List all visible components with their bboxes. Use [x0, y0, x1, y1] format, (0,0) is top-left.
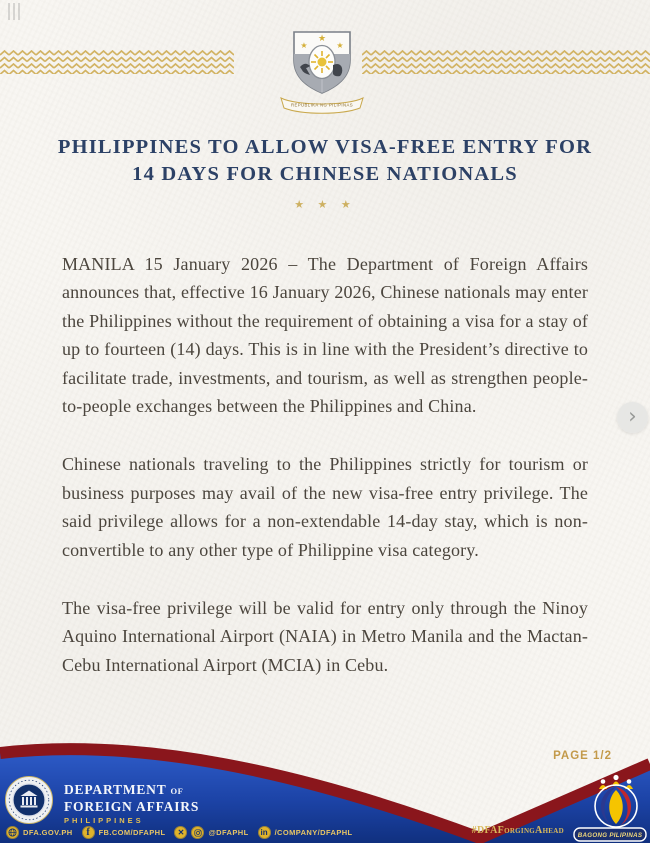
bagong-pilipinas-label: BAGONG PILIPINAS — [577, 832, 643, 839]
agency-line1-of: OF — [170, 786, 184, 796]
social-row — [6, 826, 353, 839]
press-release-body — [62, 250, 588, 709]
people-figures — [599, 775, 633, 789]
lion-silhouette — [333, 64, 342, 76]
chevron-right-icon: › — [628, 404, 637, 428]
agency-wordmark — [64, 783, 199, 825]
body-paragraph: The visa-free privilege will be valid for entry only through the Ninoy Aquino International Airport (NAIA) in Metro Manila and the Mactan-Cebu International Airport (MCIA) in Cebu. — [62, 598, 588, 675]
agency-line3: PHILIPPINES — [64, 816, 144, 825]
agency-line1: DEPARTMENT — [64, 782, 167, 797]
ribbon-text: REPUBLIKA NG PILIPINAS — [290, 102, 354, 108]
zigzag-border-right — [362, 50, 650, 74]
website-label: DFA.GOV.PH — [23, 828, 73, 837]
agency-line2: FOREIGN AFFAIRS — [64, 798, 200, 814]
linkedin-label: /COMPANY/DFAPHL — [274, 828, 353, 837]
corner-artifact — [8, 3, 20, 20]
carousel-next-button[interactable] — [617, 402, 648, 433]
body-paragraph: Chinese nationals traveling to the Philippines strictly for tourism or business purposes may avail of the new visa-free entry privilege. The said privilege allows for a non-extendable 14-day stay, which is non-convertible to any other type of Philippine visa category. — [62, 454, 588, 560]
philippine-coat-of-arms — [277, 26, 367, 126]
star-icon: ★ — [317, 34, 327, 44]
dfa-seal — [4, 775, 54, 825]
swirl-yellow — [609, 790, 623, 824]
headline-line-2: 14 DAYS FOR CHINESE NATIONALS — [132, 163, 518, 185]
star-icon: ★ — [336, 41, 344, 50]
globe-icon — [6, 826, 19, 839]
bagong-pilipinas-logo — [572, 772, 648, 842]
x-icon: ✕ — [174, 826, 187, 839]
instagram-icon — [191, 826, 204, 839]
headline — [0, 134, 650, 188]
facebook-label: FB.COM/DFAPHL — [98, 828, 166, 837]
linkedin-link — [258, 826, 353, 839]
star-icon: ★ — [300, 41, 308, 50]
footer — [0, 731, 650, 843]
page-indicator: PAGE 1/2 — [553, 750, 612, 762]
body-paragraph: MANILA 15 January 2026 – The Department of Foreign Affairs announces that, effective 16 January 2026, Chinese nationals may enter the Philippines without the requirement of obtaining a visa for a stay of up to fourteen (14) days. This is in line with the President’s directive to facilitate trade, investments, and tourism, as well as strengthen people-to-people exchanges between the Philippines and China. — [62, 254, 588, 417]
zigzag-border-left — [0, 50, 234, 74]
campaign-hashtag: #DFAForgingAhead — [471, 825, 564, 836]
website-link — [6, 826, 73, 839]
headline-line-1: PHILIPPINES TO ALLOW VISA-FREE ENTRY FOR — [57, 136, 593, 158]
facebook-link — [82, 826, 166, 839]
handle-label: @DFAPHL — [208, 828, 249, 837]
x-instagram-link — [174, 826, 248, 839]
facebook-icon: f — [82, 826, 95, 839]
linkedin-icon: in — [258, 826, 271, 839]
stars-divider: ★ ★ ★ — [294, 198, 356, 211]
